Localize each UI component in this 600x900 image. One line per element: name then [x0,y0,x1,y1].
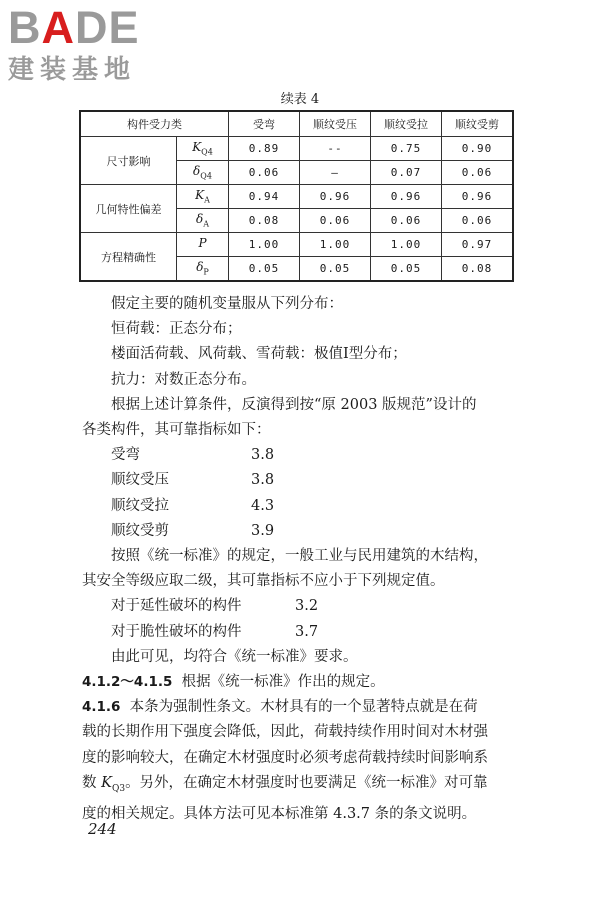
logo-wordmark: BADE [8,2,140,53]
reliability-item: 顺纹受剪 3.9 [111,522,275,539]
table-cell: 0.06 [371,209,442,233]
page-number: 244 [88,820,117,838]
table-cell: 0.07 [371,161,442,185]
symbol-cell: $\delta_A$ [177,209,229,233]
paragraph: 各类构件，其可靠指标如下： [82,422,271,439]
paragraph: 楼面活荷载、风荷载、雪荷载：极值Ⅰ型分布； [111,346,407,363]
paragraph: 数 $K_{Q3}$。另外，在确定木材强度时也要满足《统一标准》对可靠 [82,774,488,794]
table-header-cell: 顺纹受压 [300,111,371,137]
symbol-cell: $K_A$ [177,185,229,209]
symbol-cell: $K_{Q4}$ [177,137,229,161]
table-cell: 0.06 [442,161,514,185]
reliability-item: 顺纹受压 3.8 [111,472,275,489]
reliability-item: 受弯 3.8 [111,447,275,464]
paragraph: 载的长期作用下强度会降低，因此，荷载持续作用时间对木材强 [82,724,488,741]
table-row [80,233,513,257]
group-label: 方程精确性 [80,233,177,282]
paragraph: 由此可见，均符合《统一标准》要求。 [111,648,358,665]
table-cell: 0.08 [229,209,300,233]
table-header-cell: 顺纹受剪 [442,111,514,137]
paragraph: 根据上述计算条件，反演得到按“原 2003 版规范”设计的 [111,396,477,413]
paragraph: 假定主要的随机变量服从下列分布： [111,296,343,312]
paragraph: 恒荷载：正态分布； [111,321,242,338]
required-item: 对于延性破坏的构件 3.2 [111,598,319,615]
table-cell: 0.94 [229,185,300,209]
table-cell: 0.05 [300,257,371,282]
table-cell: 0.06 [442,209,514,233]
table-cell: 0.06 [300,209,371,233]
symbol-cell: $\delta_{Q4}$ [177,161,229,185]
brand-logo [8,4,178,88]
table-cell: 0.05 [371,257,442,282]
table-cell: 0.89 [229,137,300,161]
clause-4-1-6: 4.1.6 本条为强制性条文。木材具有的一个显著特点就是在荷 [82,699,478,716]
table-cell: 0.97 [442,233,514,257]
table-cell: 0.90 [442,137,514,161]
table-row [80,137,513,161]
group-label: 尺寸影响 [80,137,177,185]
paragraph: 其安全等级应取二级，其可靠指标不应小于下列规定值。 [82,573,445,590]
table-caption: 续表 4 [280,92,320,107]
body-text [82,292,522,827]
table-cell: 0.96 [442,185,514,209]
symbol-cell: P [177,233,229,257]
paragraph: 度的影响较大，在确定木材强度时必须考虑荷载持续时间影响系 [82,749,488,766]
table-cell: 1.00 [371,233,442,257]
paragraph: 度的相关规定。具体方法可见本标准第 4.3.7 条的条文说明。 [82,805,477,822]
logo-subtitle: 建装基地 [8,55,137,85]
table-cell: — [300,161,371,185]
required-item: 对于脆性破坏的构件 3.7 [111,623,319,640]
table-header-cell: 构件受力类 [80,111,229,137]
reliability-item: 顺纹受拉 4.3 [111,497,275,514]
factor-table [79,110,514,282]
table-cell: 1.00 [300,233,371,257]
table-cell: 1.00 [229,233,300,257]
symbol-cell: $\delta_P$ [177,257,229,282]
table-cell: 0.96 [300,185,371,209]
table-row [80,185,513,209]
table-header-cell: 顺纹受拉 [371,111,442,137]
clause-4-1-2: 4.1.2～4.1.5 根据《统一标准》作出的规定。 [82,674,385,691]
group-label: 几何特性偏差 [80,185,177,233]
paragraph: 抗力：对数正态分布。 [111,371,256,388]
table-cell: 0.96 [371,185,442,209]
table-cell: 0.08 [442,257,514,282]
table-cell: -- [300,137,371,161]
table-cell: 0.06 [229,161,300,185]
paragraph: 按照《统一标准》的规定，一般工业与民用建筑的木结构， [111,548,488,565]
table-header-cell: 受弯 [229,111,300,137]
table-cell: 0.05 [229,257,300,282]
table-cell: 0.75 [371,137,442,161]
table-header-row [80,111,513,137]
